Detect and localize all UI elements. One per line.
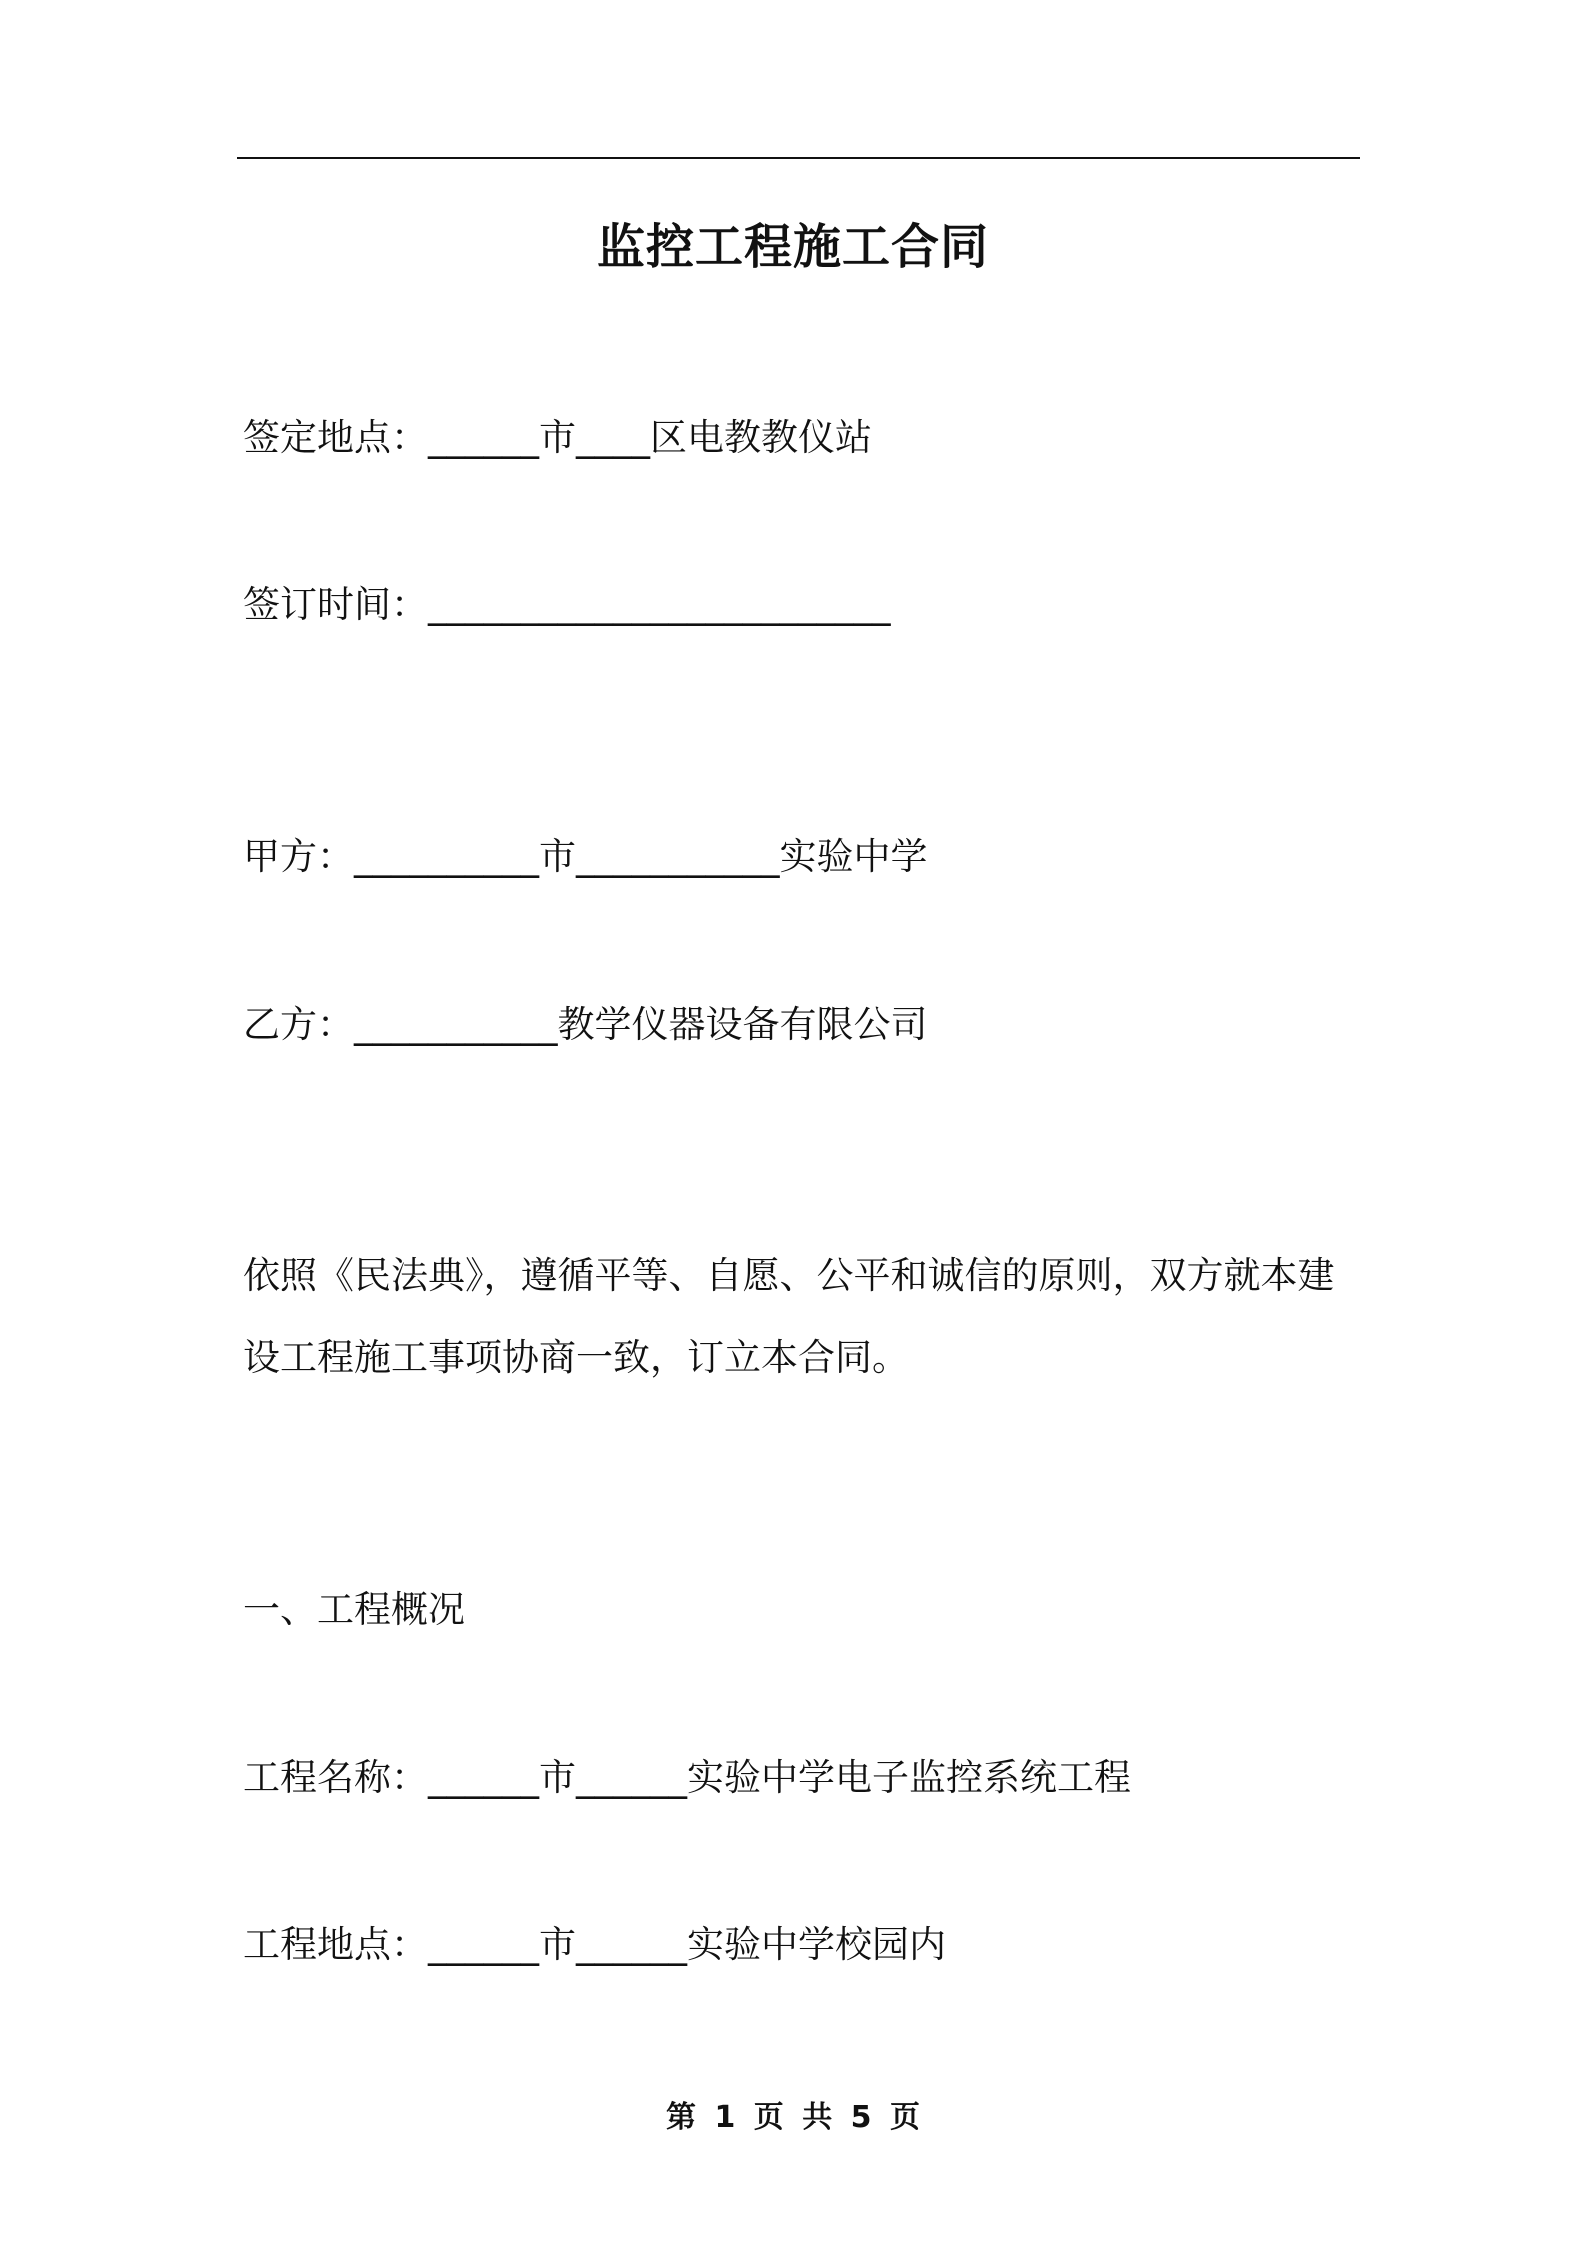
header-rule	[237, 157, 1360, 159]
party-b-line: 乙方：___________教学仪器设备有限公司	[243, 1003, 928, 1046]
sign-place-line: 签定地点：______市____区电教教仪站	[243, 416, 872, 459]
intro-paragraph-line-1: 依照《民法典》，遵循平等、自愿、公平和诚信的原则，双方就本建	[243, 1254, 1335, 1297]
page-indicator: 第 1 页 共 5 页	[666, 2100, 920, 2135]
section-heading: 一、工程概况	[243, 1588, 465, 1631]
document-title: 监控工程施工合同	[596, 219, 989, 275]
sign-time-line: 签订时间：_________________________	[243, 583, 891, 626]
intro-paragraph	[243, 1235, 1363, 1399]
project-name-line: 工程名称：______市______实验中学电子监控系统工程	[243, 1756, 1131, 1799]
project-location-line: 工程地点：______市______实验中学校园内	[243, 1923, 946, 1966]
party-a-line: 甲方：__________市___________实验中学	[243, 835, 928, 878]
intro-paragraph-line-2: 设工程施工事项协商一致，订立本合同。	[243, 1336, 909, 1379]
